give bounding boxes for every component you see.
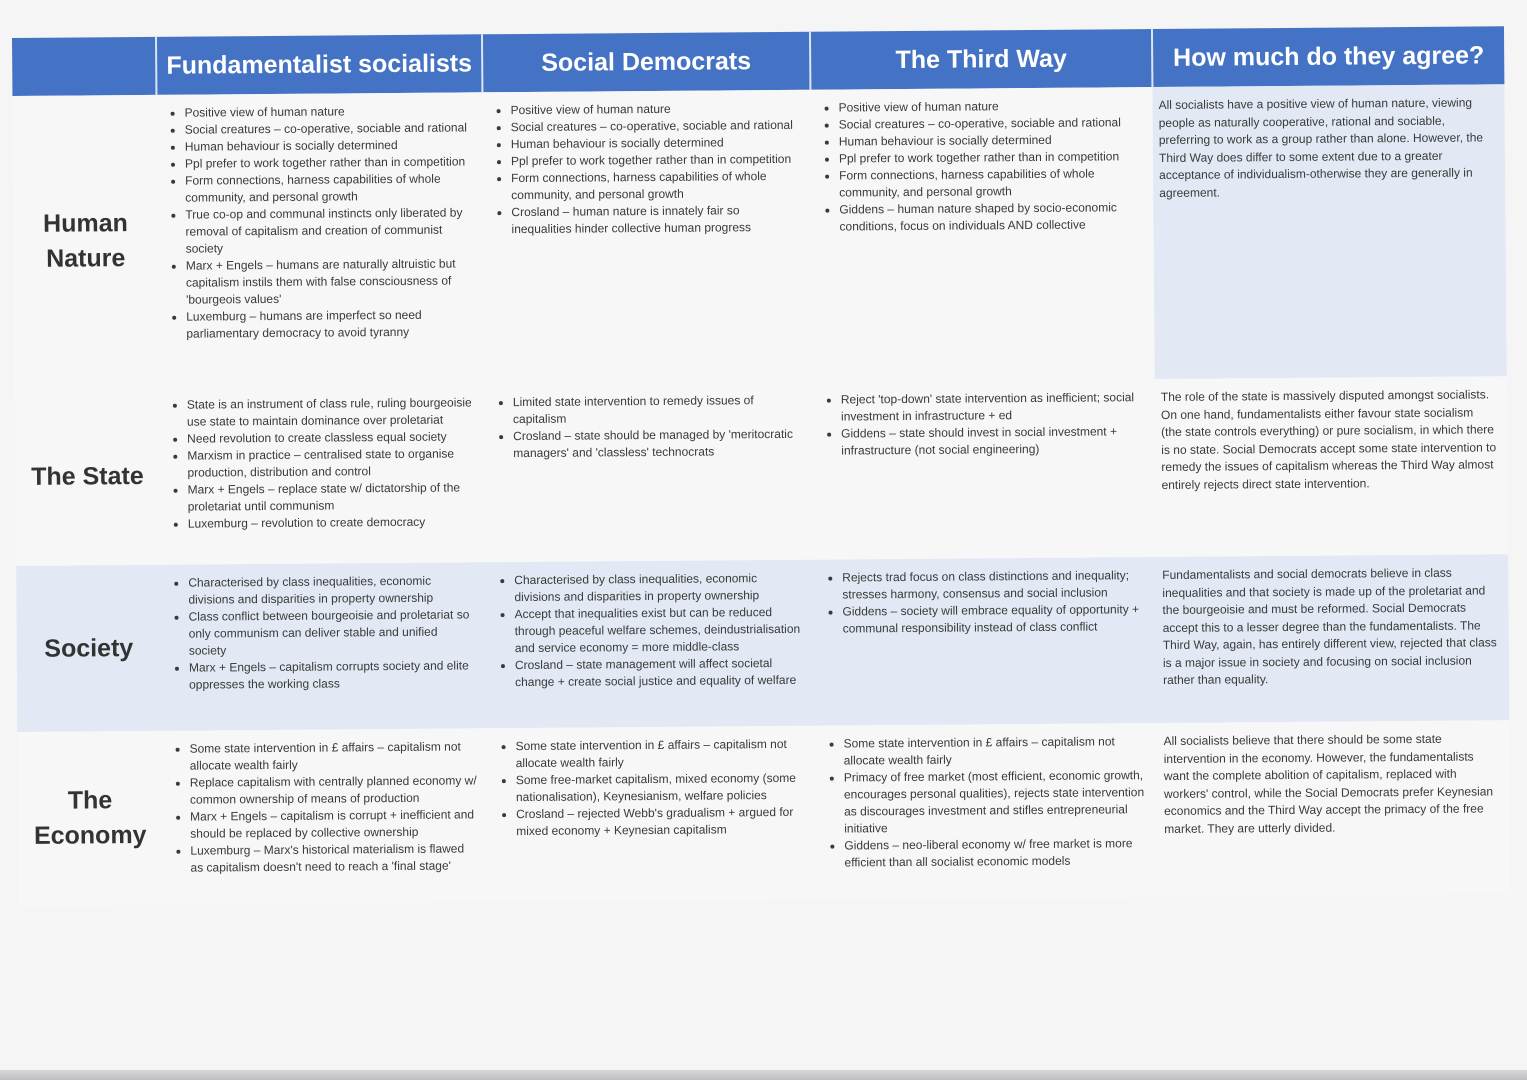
- comparison-sheet: [12, 26, 1511, 930]
- header-fundamentalist: Fundamentalist socialists: [156, 34, 482, 95]
- list-item: • Accept that inequalities exist but can be reduced through peaceful welfare schemes, deindustrialisation and service economy = more middle-class: [514, 604, 804, 657]
- bullet-list: [166, 572, 477, 693]
- bullet-list: [820, 567, 1147, 638]
- header-third-way: The Third Way: [810, 29, 1152, 90]
- list-item: • Characterised by class inequalities, economic divisions and disparities in property ownership: [514, 570, 804, 606]
- list-item: • Positive view of human nature: [185, 102, 473, 121]
- list-item: • Positive view of human nature: [511, 100, 801, 119]
- cell-society-agree: [1156, 554, 1509, 723]
- cell-state-third-way: [813, 379, 1156, 560]
- list-item: • Luxemburg – humans are imperfect so need parliamentary democracy to avoid tyranny: [186, 306, 474, 342]
- header-agree: How much do they agree?: [1152, 26, 1504, 87]
- list-item: • Limited state intervention to remedy issues of capitalism: [513, 392, 803, 428]
- list-item: • Rejects trad focus on class distinctions and inequality; stresses harmony, consensus and social inclusion: [842, 567, 1146, 603]
- list-item: • Luxemburg – revolution to create democracy: [188, 513, 476, 532]
- list-item: • Giddens – society will embrace equality of opportunity + communal responsibility instead of class conflict: [842, 601, 1146, 637]
- row-label-society: Society: [16, 565, 161, 732]
- row-label-state: The State: [15, 387, 160, 566]
- agree-text: All socialists believe that there should be some state intervention in the economy. However, the fundamentalists want the complete abolition of capitalism, replaced with workers' control, while the Social Democrats prefer Keynesian economics and the Third Way accept the primacy of the free market. They are utterly divided.: [1163, 731, 1494, 836]
- cell-human-fundamentalist: [156, 92, 484, 387]
- bullet-list: [492, 570, 805, 691]
- list-item: • Marx + Engels – capitalism corrupts society and elite oppresses the working class: [189, 657, 477, 693]
- bullet-list: [817, 97, 1144, 236]
- list-item: • Form connections, harness capabilities of whole community, and personal growth: [511, 168, 801, 204]
- cell-economy-social-democrats: [487, 726, 816, 903]
- list-item: • Primacy of free market (most efficient, economic growth, encourages personal qualities), rejects state intervention as discourages investment and stifles entrepreneurial initiative: [844, 767, 1149, 837]
- list-item: • Crosland – human nature is innately fair so inequalities hinder collective human progress: [511, 202, 801, 238]
- cell-human-agree: [1152, 84, 1506, 379]
- list-item: • True co-op and communal instincts only liberated by removal of capitalism and creation of communist society: [185, 204, 473, 257]
- list-item: • Social creatures – co-operative, sociable and rational: [511, 117, 801, 136]
- agree-text: The role of the state is massively disputed amongst socialists. On one hand, fundamentalists either favour state socialism (the state controls everything) or pure socialism, in which there is no state. Social Democrats accept some state intervention to remedy the issues of capitalism whereas the Third Way almost entirely rejects direct state intervention.: [1160, 387, 1497, 492]
- list-item: • Ppl prefer to work together rather than in competition: [839, 148, 1143, 167]
- list-item: • Reject 'top-down' state intervention as inefficient; social investment in infrastructure + ed: [841, 389, 1145, 425]
- list-item: • Human behaviour is socially determined: [511, 134, 801, 153]
- cell-society-third-way: [814, 557, 1157, 726]
- list-item: • Social creatures – co-operative, sociable and rational: [185, 119, 473, 138]
- agree-text: All socialists have a positive view of human nature, viewing people as naturally cooperative, rational and sociable, preferring to work as a group rather than alone. However, the Third Way does differ to some extent due to a greater acceptance of individualism-otherwise they are generally in agreement.: [1158, 95, 1484, 200]
- bullet-list: [165, 394, 476, 532]
- list-item: • State is an instrument of class rule, ruling bourgeoisie use state to maintain dominance over proletariat: [187, 394, 475, 430]
- list-item: • Some state intervention in £ affairs – capitalism not allocate wealth fairly: [844, 733, 1148, 769]
- list-item: • Luxemburg – Marx's historical materialism is flawed as capitalism doesn't need to reach a 'final stage': [190, 840, 478, 876]
- list-item: • Ppl prefer to work together rather than in competition: [185, 153, 473, 172]
- cell-economy-fundamentalist: [161, 728, 488, 905]
- row-label-human-nature: Human Nature: [12, 95, 158, 388]
- cell-human-social-democrats: [482, 90, 812, 385]
- row-state: [15, 376, 1508, 566]
- row-economy: [17, 720, 1510, 906]
- list-item: • Need revolution to create classless equal society: [187, 428, 475, 447]
- list-item: • Positive view of human nature: [839, 97, 1143, 116]
- list-item: • Some state intervention in £ affairs – capitalism not allocate wealth fairly: [516, 736, 806, 772]
- row-society: [16, 554, 1509, 732]
- bullet-list: [819, 389, 1146, 460]
- cell-economy-agree: [1157, 720, 1510, 897]
- cell-society-fundamentalist: [160, 562, 487, 731]
- list-item: • Giddens – human nature shaped by socio-economic conditions, focus on individuals AND collective: [839, 199, 1143, 235]
- list-item: • Human behaviour is socially determined: [185, 136, 473, 155]
- cell-state-fundamentalist: [159, 384, 486, 565]
- list-item: • Marxism in practice – centralised state to organise production, distribution and control: [187, 445, 475, 481]
- row-human-nature: [12, 84, 1506, 388]
- page-edge-shadow: [0, 1070, 1527, 1080]
- cell-state-social-democrats: [485, 382, 814, 563]
- row-label-economy: The Economy: [17, 731, 162, 906]
- bullet-list: [494, 736, 807, 840]
- list-item: • Giddens – state should invest in social investment + infrastructure (not social engineering): [841, 423, 1145, 459]
- list-item: • Ppl prefer to work together rather than in competition: [511, 151, 801, 170]
- header-social-democrats: Social Democrats: [482, 32, 810, 93]
- list-item: • Social creatures – co-operative, sociable and rational: [839, 114, 1143, 133]
- list-item: • Crosland – state should be managed by 'meritocratic managers' and 'classless' technocrats: [513, 426, 803, 462]
- cell-economy-third-way: [815, 723, 1158, 900]
- bullet-list: [168, 738, 479, 876]
- list-item: • Marx + Engels – capitalism is corrupt + inefficient and should be replaced by collective ownership: [190, 806, 478, 842]
- bullet-list: [491, 392, 804, 462]
- socialism-comparison-table: [12, 26, 1511, 906]
- list-item: • Some free-market capitalism, mixed economy (some nationalisation), Keynesianism, welfare policies: [516, 770, 806, 806]
- bullet-list: [489, 100, 802, 238]
- cell-society-social-democrats: [486, 560, 815, 729]
- list-item: • Some state intervention in £ affairs – capitalism not allocate wealth fairly: [190, 738, 478, 774]
- bullet-list: [163, 102, 475, 342]
- list-item: • Class conflict between bourgeoisie and proletariat so only communism can deliver stable and unified society: [188, 606, 476, 659]
- list-item: • Replace capitalism with centrally planned economy w/ common ownership of means of production: [190, 772, 478, 808]
- header-corner: [12, 37, 156, 96]
- list-item: • Marx + Engels – replace state w/ dictatorship of the proletariat until communism: [187, 479, 475, 515]
- bullet-list: [822, 733, 1149, 872]
- list-item: • Form connections, harness capabilities of whole community, and personal growth: [839, 165, 1143, 201]
- cell-state-agree: [1155, 376, 1508, 557]
- list-item: • Marx + Engels – humans are naturally altruistic but capitalism instils them with false consciousness of 'bourgeois values': [186, 255, 474, 308]
- list-item: • Crosland – state management will affect societal change + create social justice and equality of welfare: [515, 655, 805, 691]
- list-item: • Giddens – neo-liberal economy w/ free market is more efficient than all socialist economic models: [844, 835, 1148, 871]
- list-item: • Form connections, harness capabilities of whole community, and personal growth: [185, 170, 473, 206]
- agree-text: Fundamentalists and social democrats believe in class inequalities and that society is made up of the proletariat and the bourgeoisie and must be reformed. Social Democrats accept this to a lesser degree than the fundamentalists. The Third Way, again, has entirely different view, rejected that class is a major issue in society and focusing on social inclusion rather than equality.: [1162, 565, 1497, 687]
- list-item: • Crosland – rejected Webb's gradualism + argued for mixed economy + Keynesian capitalism: [516, 804, 806, 840]
- cell-human-third-way: [810, 87, 1154, 382]
- list-item: • Human behaviour is socially determined: [839, 131, 1143, 150]
- list-item: • Characterised by class inequalities, economic divisions and disparities in property ownership: [188, 572, 476, 608]
